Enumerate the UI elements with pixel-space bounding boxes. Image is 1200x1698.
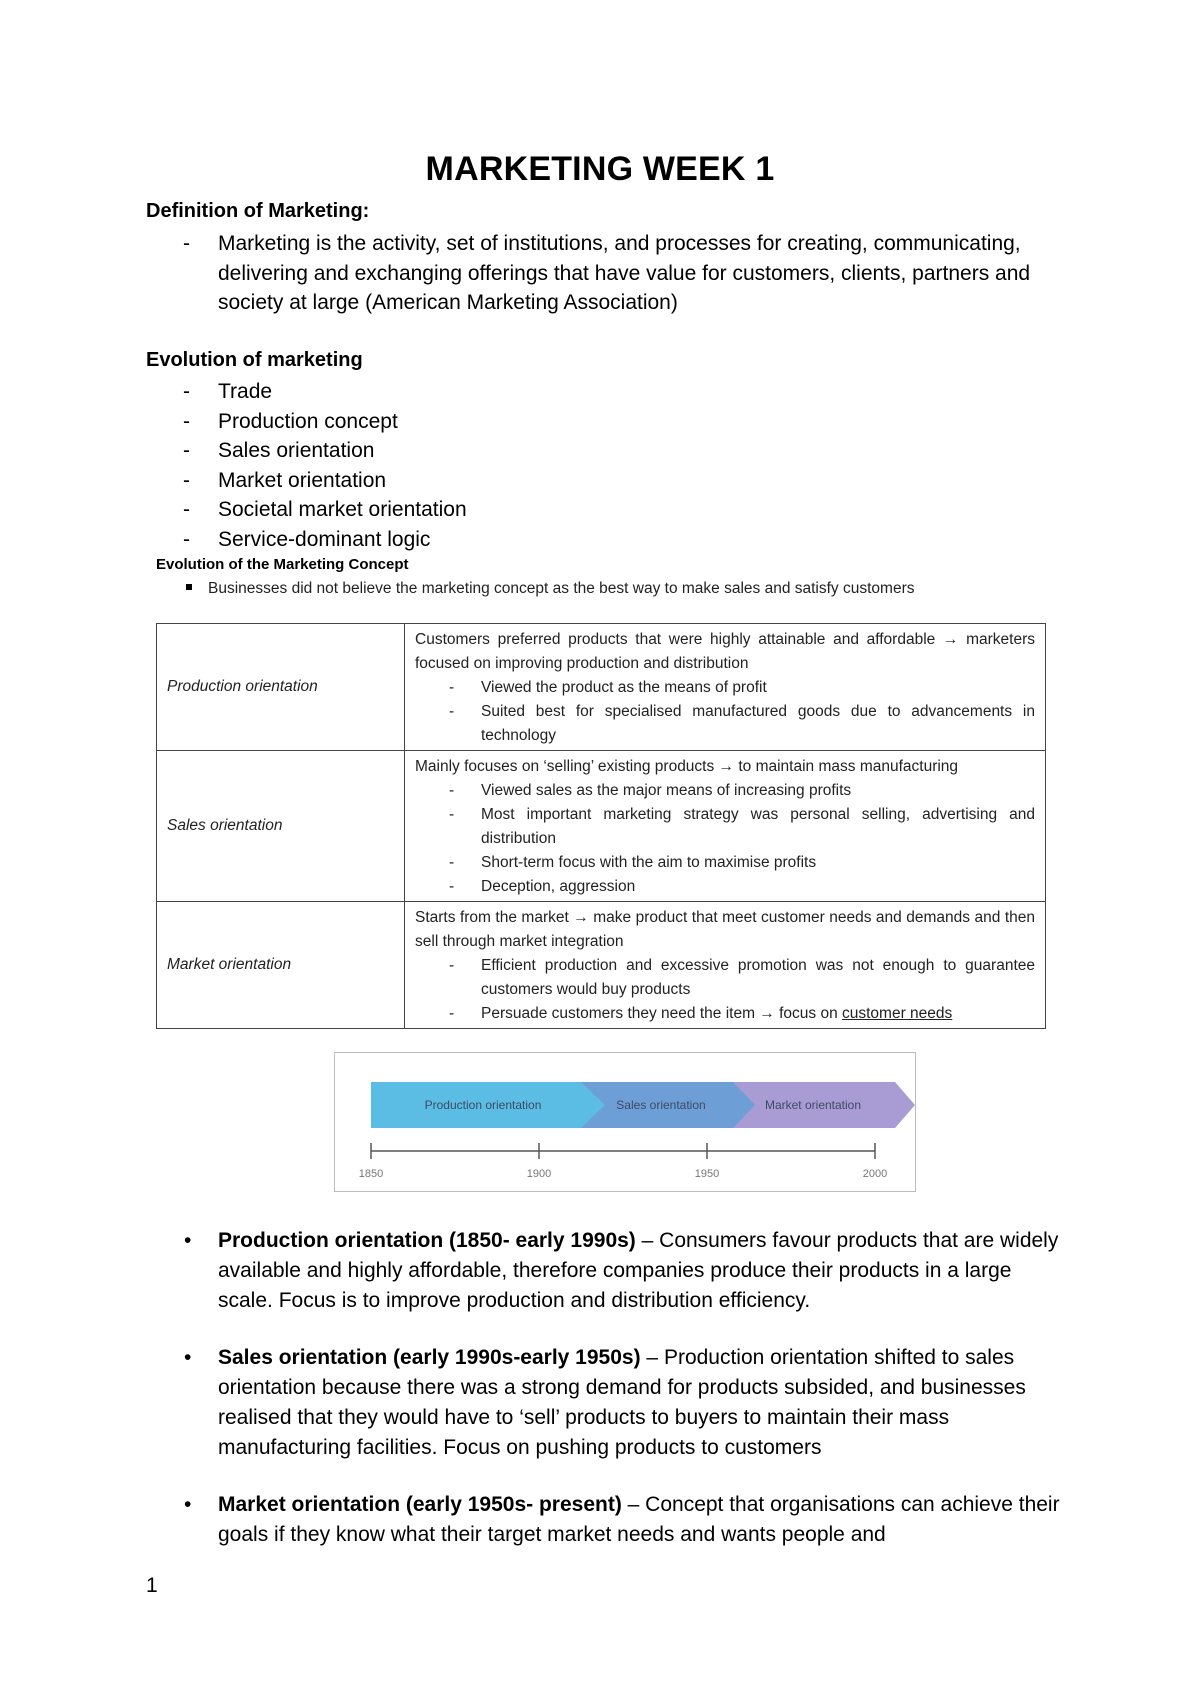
row-sub-list <box>415 676 1035 748</box>
timeline-svg <box>335 1053 915 1191</box>
bullet-dash: – <box>640 1346 664 1369</box>
sub-item: - Most important marketing strategy was personal selling, advertising and distribution <box>415 803 1035 851</box>
sub-item: - Deception, aggression <box>415 875 1035 899</box>
table-row <box>157 624 1046 751</box>
list-item: - Societal market orientation <box>146 495 467 525</box>
sub-item: - Viewed the product as the means of profit <box>415 676 1035 700</box>
row-label: Market orientation <box>157 902 405 1029</box>
bullet-dash: – <box>635 1229 660 1252</box>
tick-label-1950: 1950 <box>694 1168 720 1180</box>
tick-label-1850: 1850 <box>358 1168 384 1180</box>
definition-heading: Definition of Marketing: <box>146 200 370 222</box>
orientation-bullets <box>146 1226 1066 1577</box>
sub-item <box>415 1002 1035 1026</box>
underlined-text: customer needs <box>842 1005 953 1022</box>
bullet-bold: Sales orientation (early 1990s-early 1950s) <box>218 1346 641 1369</box>
table-row <box>157 751 1046 902</box>
row-label: Production orientation <box>157 624 405 751</box>
row-lead-text: Mainly focuses on ‘selling’ existing products → to maintain mass manufacturing <box>415 758 959 775</box>
square-bullet-icon <box>186 584 192 590</box>
list-item: - Marketing is the activity, set of institutions, and processes for creating, communicating, delivering and exchanging offerings that have value for customers, clients, partners and society at large (American Marketing Association) <box>146 229 1038 318</box>
row-sub-list <box>415 954 1035 1026</box>
sub-item: - Viewed sales as the major means of increasing profits <box>415 779 1035 803</box>
production-arrow-label: Production orientation <box>424 1098 542 1112</box>
bullet-text: Consumers favour products that are widely available and highly affordable, therefore companies produce their products in a large scale. Focus is to improve production and distribution efficiency. <box>218 1229 1059 1312</box>
bullet-bold: Market orientation (early 1950s- present) <box>218 1493 622 1516</box>
bullet-item <box>146 1226 1066 1316</box>
sub-item: - Efficient production and excessive promotion was not enough to guarantee customers would buy products <box>415 954 1035 1002</box>
definition-list <box>146 229 1038 318</box>
row-sub-list <box>415 779 1035 899</box>
bullet-text: Production orientation shifted to sales orientation because there was a strong demand for products subsided, and businesses realised that they would have to ‘sell’ products to buyers to maintain their mass manufacturing facilities. Focus on pushing products to customers <box>218 1346 1026 1459</box>
bullet-dash: – <box>621 1493 646 1516</box>
row-label: Sales orientation <box>157 751 405 902</box>
list-item: - Market orientation <box>146 466 467 496</box>
list-item: - Sales orientation <box>146 436 467 466</box>
tick-label-1900: 1900 <box>526 1168 552 1180</box>
market-arrow-label: Market orientation <box>764 1098 862 1112</box>
bullet-item <box>146 1490 1066 1550</box>
concept-bullet <box>186 580 914 598</box>
table-row <box>157 902 1046 1029</box>
list-item: - Trade <box>146 377 467 407</box>
sub-item: - Suited best for specialised manufactured goods due to advancements in technology <box>415 700 1035 748</box>
row-lead-text: Customers preferred products that were highly attainable and affordable → marketers focused on improving production and distribution <box>415 631 1035 672</box>
page-number: 1 <box>146 1574 158 1597</box>
list-item: - Production concept <box>146 407 467 437</box>
evolution-list <box>146 377 467 554</box>
bullet-bold: Production orientation (1850- early 1990s) <box>218 1229 636 1252</box>
sub-item: - Short-term focus with the aim to maximise profits <box>415 851 1035 875</box>
sales-arrow-label: Sales orientation <box>616 1098 706 1112</box>
evolution-heading: Evolution of marketing <box>146 349 363 371</box>
bullet-item <box>146 1343 1066 1463</box>
concept-heading: Evolution of the Marketing Concept <box>156 556 409 573</box>
row-description <box>405 624 1046 751</box>
row-description <box>405 902 1046 1029</box>
orientation-table <box>156 623 1046 1029</box>
concept-bullet-text: Businesses did not believe the marketing concept as the best way to make sales and satisfy customers <box>208 580 915 597</box>
bullet-text: Concept that organisations can achieve their goals if they know what their target market needs and wants people and <box>218 1493 1060 1546</box>
orientation-timeline-figure <box>334 1052 916 1192</box>
row-description <box>405 751 1046 902</box>
page-title: MARKETING WEEK 1 <box>425 150 775 188</box>
tick-label-2000: 2000 <box>862 1168 888 1180</box>
row-lead-text: Starts from the market → make product that meet customer needs and demands and then sell through market integration <box>415 909 1035 950</box>
list-item: - Service-dominant logic <box>146 525 467 555</box>
sub-item-text: Persuade customers they need the item → focus on <box>481 1005 842 1022</box>
